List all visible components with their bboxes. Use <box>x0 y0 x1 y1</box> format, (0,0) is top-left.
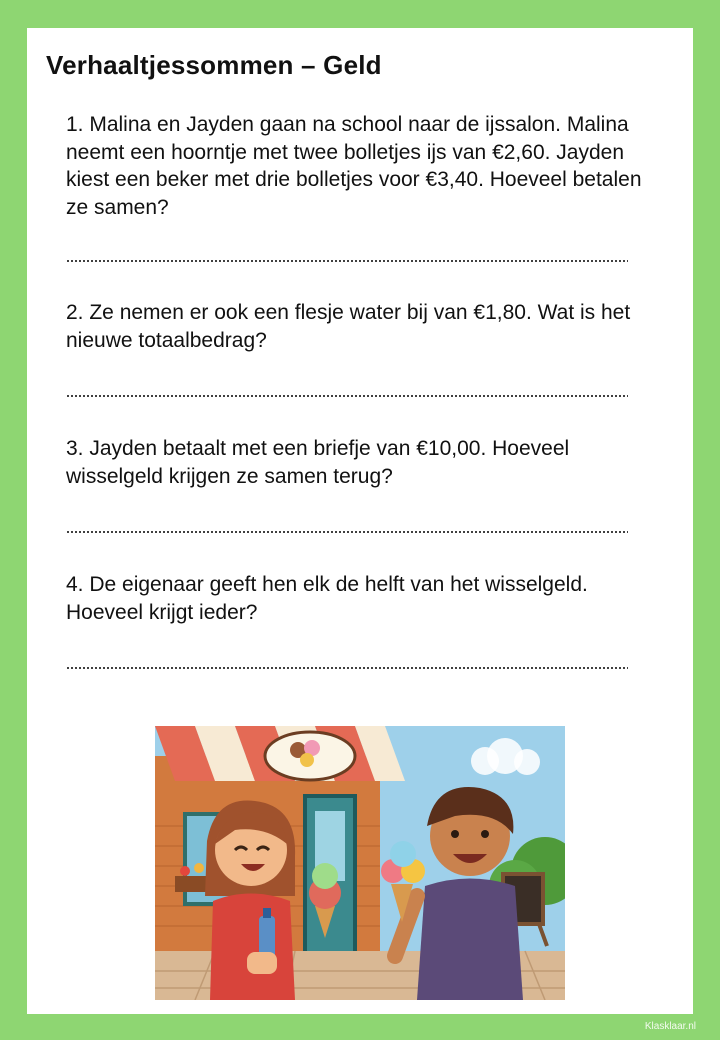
question-1: 1. Malina en Jayden gaan na school naar de ijssalon. Malina neemt een hoorntje met twee bolletjes ijs van €2,60. Jayden kiest een beker met drie bolletjes voor €3,40. Hoeveel betalen ze samen? <box>66 113 642 219</box>
question-4: 4. De eigenaar geeft hen elk de helft van het wisselgeld. Hoeveel krijgt ieder? <box>66 573 588 624</box>
question-3: 3. Jayden betaalt met een briefje van €10,00. Hoeveel wisselgeld krijgen ze samen terug? <box>66 437 570 488</box>
worksheet-page <box>27 28 693 1014</box>
answer-line-4[interactable] <box>66 666 628 670</box>
page-title: Verhaaltjessommen – Geld <box>46 50 382 80</box>
site-credit: Klasklaar.nl <box>644 1021 696 1032</box>
ice-cream-illustration <box>155 726 565 1000</box>
answer-line-2[interactable] <box>66 394 628 398</box>
answer-line-1[interactable] <box>66 259 628 263</box>
question-2: 2. Ze nemen er ook een flesje water bij van €1,80. Wat is het nieuwe totaalbedrag? <box>66 301 631 352</box>
answer-line-3[interactable] <box>66 530 628 534</box>
